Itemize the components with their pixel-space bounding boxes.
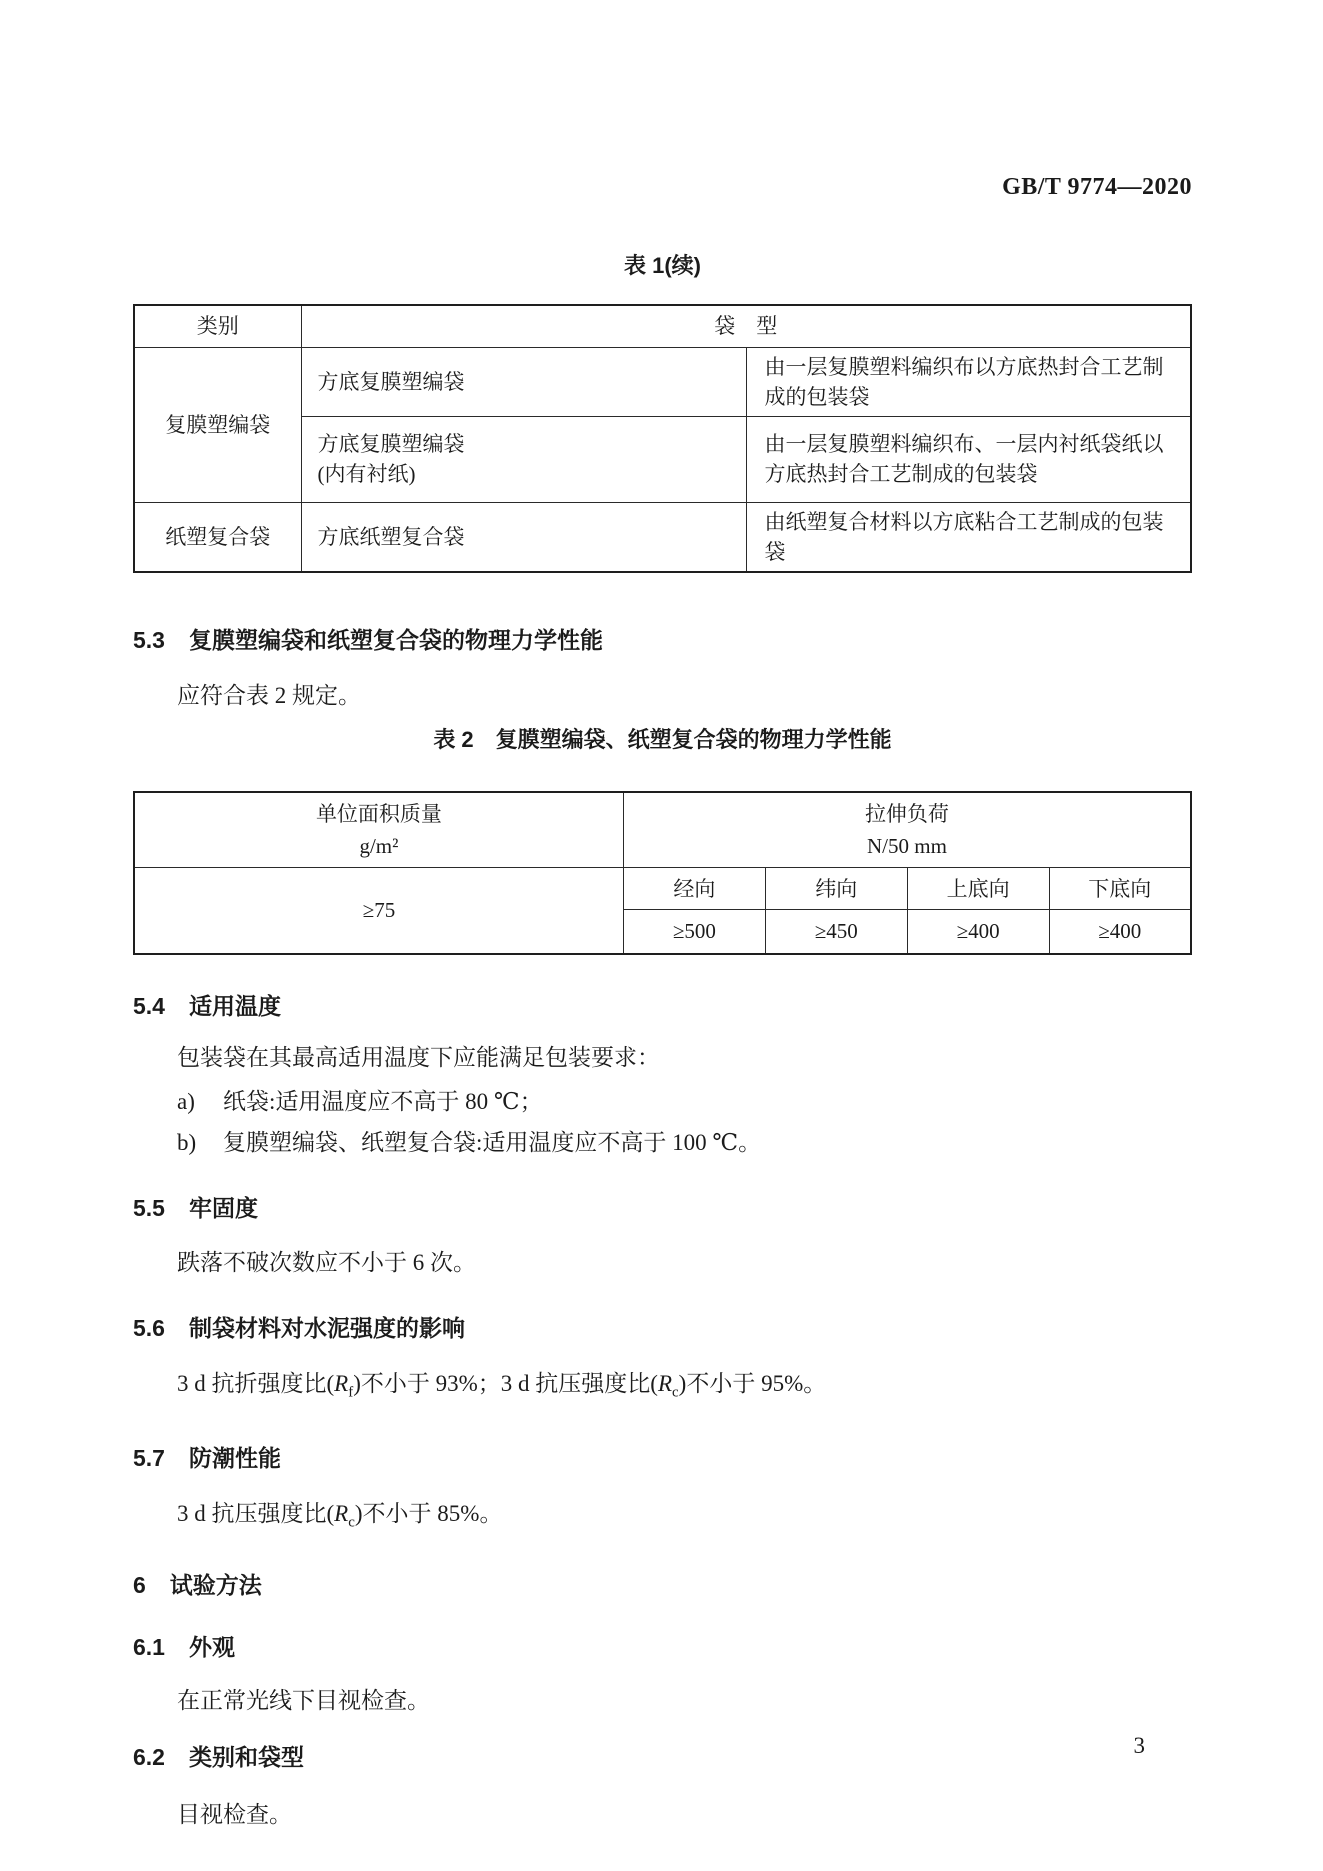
section-body-5-6 xyxy=(133,1369,1192,1408)
list-text: 复膜塑编袋、纸塑复合袋:适用温度应不高于 100 ℃。 xyxy=(223,1129,762,1155)
list-label: b) xyxy=(177,1129,197,1155)
table1-cell-type: 方底纸塑复合袋 xyxy=(301,502,746,572)
table1-cell-desc: 由一层复膜塑料编织布、一层内衬纸袋纸以方底热封合工艺制成的包装袋 xyxy=(746,416,1191,502)
table1-header-row xyxy=(134,305,1191,347)
section-title: 类别和袋型 xyxy=(188,1743,304,1770)
section-heading-5-6 xyxy=(133,1313,1192,1343)
table1-header-category: 类别 xyxy=(134,305,301,347)
table1-cell-type: 方底复膜塑编袋 xyxy=(301,347,746,416)
table2-value-bottom: ≥400 xyxy=(1049,910,1191,954)
table2-direction-weft: 纬向 xyxy=(765,868,907,910)
table2-direction-top: 上底向 xyxy=(907,868,1049,910)
section-number: 5.5 xyxy=(133,1194,165,1221)
section-heading-5-4 xyxy=(133,991,1192,1021)
section-title: 外观 xyxy=(188,1633,235,1660)
table2-direction-row xyxy=(134,868,1191,910)
table2-mass-unit: g/m² xyxy=(359,833,399,858)
table2-value-warp: ≥500 xyxy=(623,910,765,954)
table1-bag-types xyxy=(133,304,1192,573)
table2-direction-warp: 经向 xyxy=(623,868,765,910)
section-heading-6-1 xyxy=(133,1632,1192,1662)
section-number: 6 xyxy=(133,1571,146,1598)
variable-subscript: c xyxy=(348,1514,355,1531)
section-number: 5.7 xyxy=(133,1445,165,1472)
table2-physical-properties xyxy=(133,791,1192,955)
variable-R: R xyxy=(657,1370,673,1396)
section-body-6-2: 目视检查。 xyxy=(177,1801,292,1827)
table2-cell-mass-value: ≥75 xyxy=(134,868,623,954)
section-number: 5.4 xyxy=(133,992,165,1019)
table1-header-bagtype: 袋 型 xyxy=(301,305,1191,347)
table2-value-weft: ≥450 xyxy=(765,910,907,954)
table1-cell-desc: 由纸塑复合材料以方底粘合工艺制成的包装袋 xyxy=(746,502,1191,572)
section-number: 6.2 xyxy=(133,1743,165,1770)
table1-cell-type xyxy=(301,416,746,502)
table1-type-line2: (内有衬纸) xyxy=(317,462,416,486)
section-heading-5-5 xyxy=(133,1193,1192,1223)
section-body-5-5: 跌落不破次数应不小于 6 次。 xyxy=(177,1249,476,1275)
section-heading-5-3 xyxy=(133,625,1192,655)
section-title: 复膜塑编袋和纸塑复合袋的物理力学性能 xyxy=(188,626,603,653)
section-title: 制袋材料对水泥强度的影响 xyxy=(188,1314,465,1341)
table1-cell-category-paper-plastic: 纸塑复合袋 xyxy=(134,502,301,572)
list-label: a) xyxy=(177,1088,195,1114)
section-heading-6-2 xyxy=(133,1742,1192,1772)
variable-R: R xyxy=(334,1501,349,1527)
section-heading-6 xyxy=(133,1570,1192,1600)
table2-header-mass xyxy=(134,792,623,868)
table1-cell-desc: 由一层复膜塑料编织布以方底热封合工艺制成的包装袋 xyxy=(746,347,1191,416)
variable-subscript: c xyxy=(672,1384,679,1401)
section-body-6-1: 在正常光线下目视检查。 xyxy=(177,1687,430,1713)
formula-text: )不小于 93%；3 d 抗压强度比( xyxy=(353,1370,658,1396)
table1-title: 表 1(续) xyxy=(623,253,701,278)
section-heading-5-7 xyxy=(133,1443,1192,1473)
table1-cell-category-laminated: 复膜塑编袋 xyxy=(134,347,301,502)
list-text: 纸袋:适用温度应不高于 80 ℃； xyxy=(223,1088,543,1114)
section-title: 牢固度 xyxy=(188,1194,258,1221)
section-number: 5.6 xyxy=(133,1314,165,1341)
section-title: 试验方法 xyxy=(169,1571,262,1598)
list-item-b xyxy=(133,1128,1192,1158)
table2-value-top: ≥400 xyxy=(907,910,1049,954)
section-body-5-4: 包装袋在其最高适用温度下应能满足包装要求： xyxy=(177,1044,660,1070)
formula-text: 3 d 抗压强度比( xyxy=(177,1501,335,1527)
table-row xyxy=(134,502,1191,572)
formula-text: )不小于 85%。 xyxy=(354,1501,503,1527)
section-number: 6.1 xyxy=(133,1633,165,1660)
page-number: 3 xyxy=(1133,1733,1145,1758)
table2-mass-label: 单位面积质量 xyxy=(315,801,442,826)
variable-R: R xyxy=(334,1370,349,1396)
section-title: 适用温度 xyxy=(188,992,281,1019)
table2-header-row xyxy=(134,792,1191,868)
formula-text: 3 d 抗折强度比( xyxy=(177,1370,335,1396)
table1-type-line1: 方底复膜塑编袋 xyxy=(317,432,465,456)
formula-text: )不小于 95%。 xyxy=(678,1370,827,1396)
section-body-5-7 xyxy=(133,1499,1192,1538)
section-number: 5.3 xyxy=(133,626,165,653)
list-item-a xyxy=(133,1087,1192,1117)
section-title: 防潮性能 xyxy=(188,1445,281,1472)
table2-load-label: 拉伸负荷 xyxy=(864,801,949,826)
standard-code-header: GB/T 9774—2020 xyxy=(1002,174,1192,200)
table-row xyxy=(134,347,1191,416)
table2-header-load xyxy=(623,792,1191,868)
variable-subscript: f xyxy=(348,1384,354,1401)
section-body-5-3: 应符合表 2 规定。 xyxy=(177,682,361,708)
table2-load-unit: N/50 mm xyxy=(866,833,947,858)
table2-title: 表 2 复膜塑编袋、纸塑复合袋的物理力学性能 xyxy=(433,726,892,752)
table2-direction-bottom: 下底向 xyxy=(1049,868,1191,910)
